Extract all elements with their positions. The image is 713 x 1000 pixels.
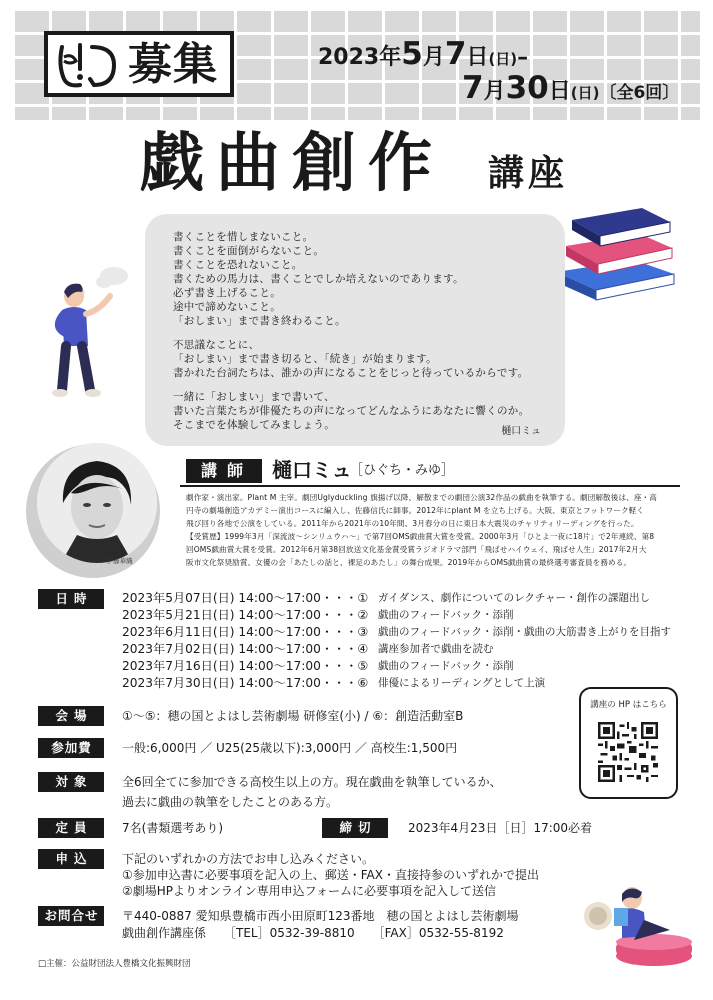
fee-text: 一般:6,000円 ／ U25(25歳以下):3,000円 ／ 高校生:1,500円	[122, 741, 458, 755]
apply-line: ①参加申込書に必要事項を記入の上、郵送・FAX・直接持参のいずれかで提出	[122, 868, 539, 882]
message-line: そこまでを体験してみましょう。	[173, 419, 335, 431]
session-description: 戯曲のフィードバック・添削	[378, 609, 514, 621]
session-description: 講座参加者で戯曲を読む	[378, 643, 494, 655]
apply-label: 申込	[38, 849, 104, 869]
message-line: 一緒に「おしまい」まで書いて、	[173, 391, 335, 403]
contact-line: 〒440-0887 愛知県豊橋市西小田原町123番地 穂の国とよはし芸術劇場	[122, 909, 519, 923]
target-line: 過去に戯曲の執筆をしたことのある方。	[122, 795, 339, 809]
session-description: 俳優によるリーディングとして上演	[378, 677, 546, 689]
organizer-footer: □主催：公益財団法人豊橋文化振興財団	[38, 959, 191, 969]
session-description: 戯曲のフィードバック・添削・戯曲の大筋書き上がりを目指す	[378, 626, 671, 638]
capacity-label: 定員	[38, 818, 104, 838]
target-label: 対象	[38, 772, 104, 792]
page-subtitle: 講座	[488, 153, 569, 194]
lecturer-bio-line: 阪市文化祭奨励賞、女優の会「あたしの話と、裸足のあたし」の舞台成果。2019年からOMS戯曲賞の最終選考審査員を務める。	[186, 558, 632, 567]
message-line: 書かれた台詞たちは、誰かの声になることをじっと待っているからです。	[173, 367, 529, 379]
target-line: 全6回全てに参加できる高校生以上の方。現在戯曲を執筆しているか、	[122, 775, 502, 789]
fee-label: 参加費	[38, 738, 104, 758]
message-line: 書いた言葉たちが俳優たちの声になってどんなふうにあなたに響くのか。	[173, 405, 530, 417]
message-line: 必ず書き上げること。	[173, 287, 281, 299]
lecturer-name: 樋口ミュ	[272, 458, 352, 482]
message-line: 書くことを惜しまないこと。	[173, 231, 314, 243]
apply-line: ②劇場HPよりオンライン専用申込フォームに必要事項を記入して送信	[122, 884, 497, 898]
session-date: 2023年7月30日(日) 14:00～17:00・・・⑥	[122, 676, 369, 690]
photo-credit: © 伊藤華織	[98, 557, 133, 565]
message-line: 書くことを恐れないこと。	[173, 259, 303, 271]
session-description: 戯曲のフィードバック・添削	[378, 660, 514, 672]
session-date: 2023年7月16日(日) 14:00～17:00・・・⑤	[122, 659, 369, 673]
page-title: 戯曲創作	[140, 127, 444, 201]
lecturer-reading: ［ひぐち・みゆ］	[350, 463, 455, 478]
message-line: 「おしまい」まで書き切ると、「続き」が始まります。	[173, 353, 437, 365]
apply-line: 下記のいずれかの方法でお申し込みください。	[122, 852, 375, 866]
period-end: 7月30日(日)〔全6回〕	[462, 70, 680, 106]
boshu-heading: 募集	[128, 39, 218, 90]
venue-label: 会場	[38, 706, 104, 726]
message-line: 不思議なことに、	[173, 339, 260, 351]
message-line: 書くことを面倒がらないこと。	[173, 245, 325, 257]
qr-code-icon[interactable]	[598, 722, 658, 782]
lecturer-label: 講師	[186, 459, 262, 483]
book-stack-illustration	[552, 190, 678, 306]
lecturer-message-box	[145, 214, 565, 446]
capacity-text: 7名(書類選考あり)	[122, 821, 223, 835]
contact-line: 戯曲創作講座係 ［TEL］0532-39-8810 ［FAX］0532-55-8192	[122, 926, 504, 940]
session-date: 2023年5月07日(日) 14:00～17:00・・・①	[122, 591, 369, 605]
logo-badge	[44, 31, 234, 97]
lecturer-bio-line: 【受賞歴】1999年3月「深流波～シンリュウハ～」で第7回OMS戯曲賞大賞を受賞。2000年3月「ひとよ一夜に18片」で2年連続、第8	[186, 532, 655, 541]
session-date: 2023年7月02日(日) 14:00～17:00・・・④	[122, 642, 369, 656]
lecturer-bio-line: 飛び回り各地で公演をしている。2011年から2021年の10年間、3月春分の日に東日本大震災のチャリティリーディングを行った。	[186, 519, 639, 528]
portrait-image	[37, 443, 157, 563]
message-line: 「おしまい」まで書き終わること。	[173, 315, 346, 327]
lecturer-bio-line: 劇作家・演出家。Plant M 主宰。劇団Uglyduckling 旗揚げ以降、解散までの劇団公演32作品の戯曲を執筆する。劇団解散後は、座・高	[186, 493, 657, 502]
deadline-text: 2023年4月23日［日］17:00必着	[408, 821, 593, 835]
qr-caption: 講座の HP はこちら	[590, 700, 667, 710]
message-line: 書くための馬力は、書くことでしか培えないのであります。	[173, 273, 464, 285]
hp-qr-card[interactable]	[579, 687, 678, 799]
message-signature: 樋口ミュ	[501, 426, 541, 437]
face-logo-icon	[54, 39, 120, 91]
session-date: 2023年6月11日(日) 14:00～17:00・・・③	[122, 625, 369, 639]
lecturer-bio-line: 円寺の劇場創造アカデミー演出コースに編入し、佐藤信氏に師事。2012年にplant M を立ち上げる。大阪、東京とフットワーク軽く	[186, 506, 645, 515]
venue-text: ①～⑤：穂の国とよはし芸術劇場 研修室(小) / ⑥：創造活動室B	[122, 709, 464, 723]
thinking-person-illustration	[38, 262, 134, 400]
period-start: 2023年5月7日(日)–	[318, 36, 529, 72]
reading-person-illustration	[574, 880, 696, 968]
deadline-label: 締切	[322, 818, 388, 838]
session-date: 2023年5月21日(日) 14:00～17:00・・・②	[122, 608, 369, 622]
lecturer-bio-line: 回OMS戯曲賞大賞を受賞。2012年6月第38回放送文化基金賞受賞ラジオドラマ部門「飛ばせハイウェイ、飛ばせ人生」2017年2月大	[186, 545, 647, 554]
message-line: 途中で諦めないこと。	[173, 301, 281, 313]
divider	[180, 485, 680, 487]
session-description: ガイダンス、劇作についてのレクチャー・創作の課題出し	[378, 592, 651, 604]
contact-label: お問合せ	[38, 906, 104, 926]
schedule-label: 日時	[38, 589, 104, 609]
lecturer-photo	[37, 443, 157, 563]
